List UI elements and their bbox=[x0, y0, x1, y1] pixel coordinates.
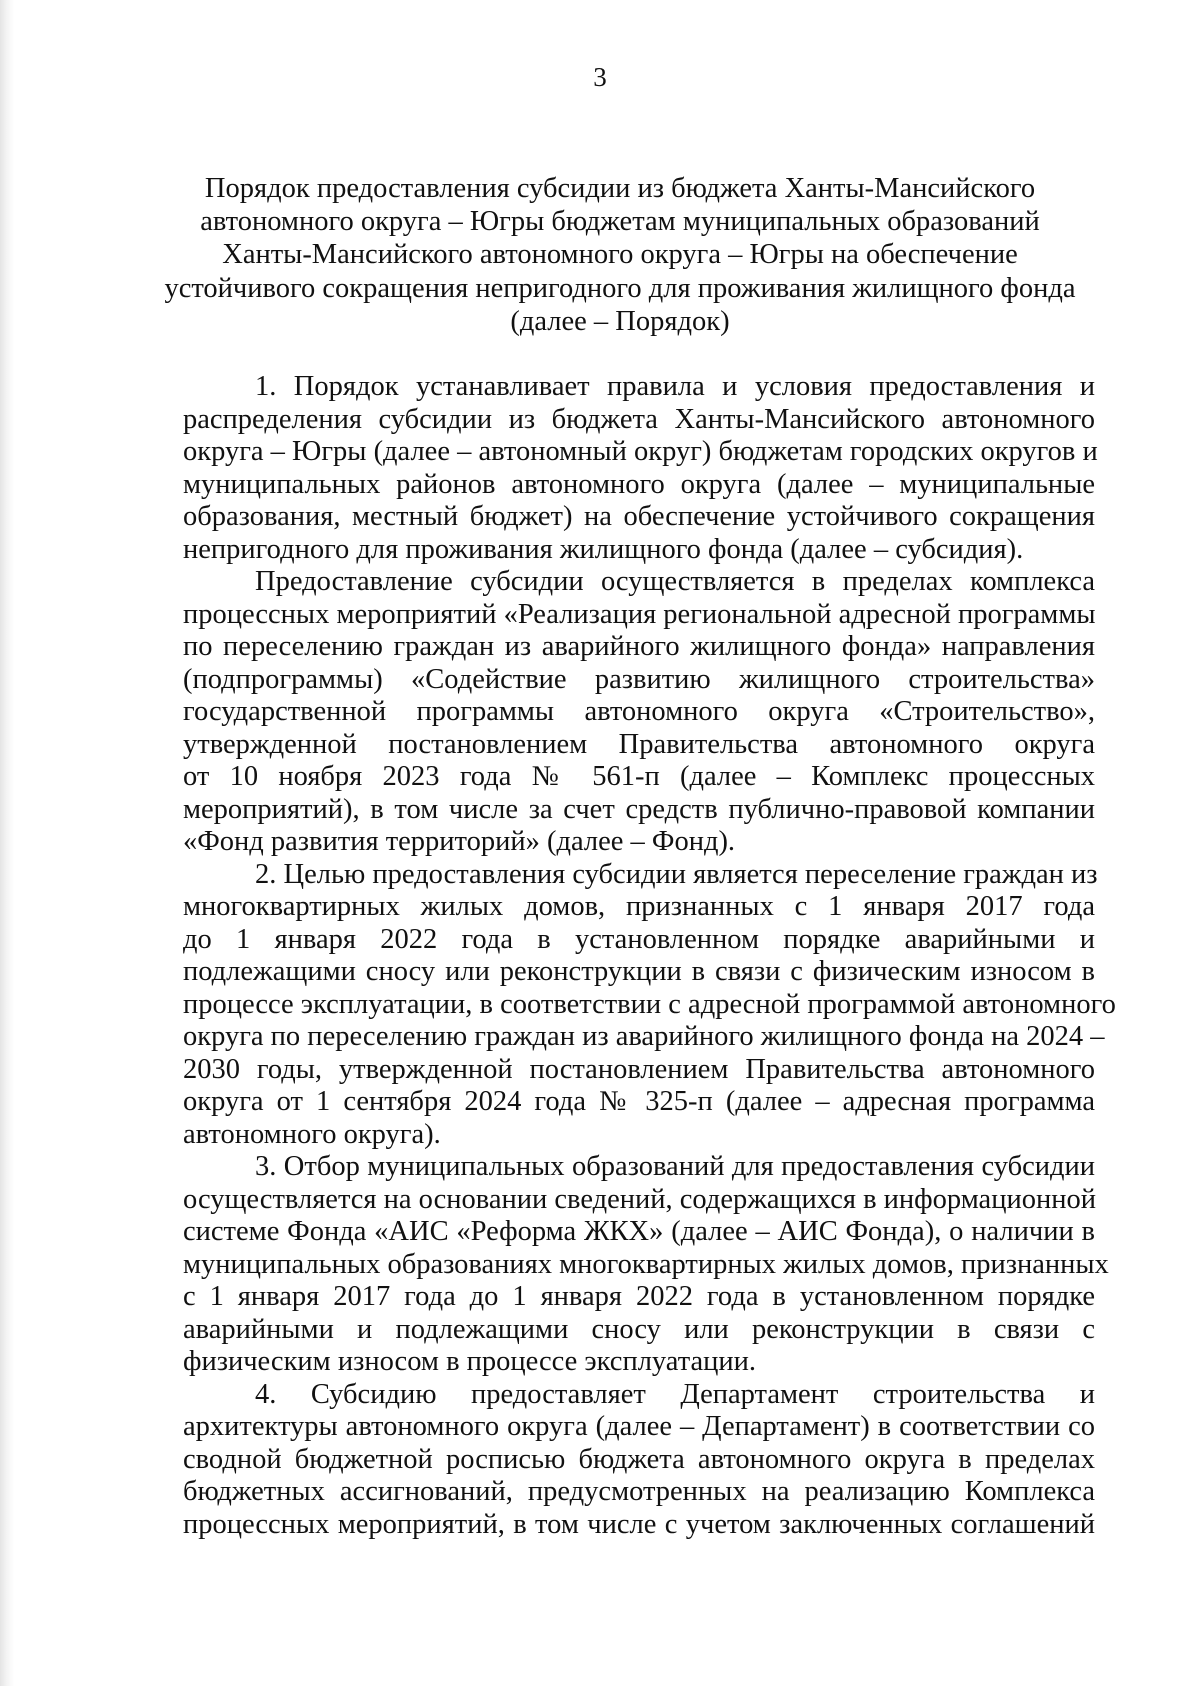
document-body bbox=[183, 371, 1116, 1541]
title-line: устойчивого сокращения непригодного для проживания жилищного фонда bbox=[164, 272, 1076, 304]
text-line: «Фонд развития территорий» (далее – Фонд). bbox=[183, 826, 736, 857]
text-line: архитектуры автономного округа (далее – Департамент) в соответствии со bbox=[183, 1411, 1095, 1442]
text-line: муниципальных образованиях многоквартирных жилых домов, признанных bbox=[183, 1248, 1109, 1280]
scan-edge bbox=[0, 0, 14, 1686]
text-line: от 10 ноября 2023 года № 561-п (далее – Комплекс процессных bbox=[183, 761, 1095, 792]
text-line: округа по переселению граждан из аварийного жилищного фонда на 2024 – bbox=[183, 1021, 1105, 1052]
text-line: 2. Целью предоставления субсидии является переселение граждан из bbox=[255, 858, 1098, 890]
paragraph-5 bbox=[183, 1379, 1095, 1542]
title-line: Порядок предоставления субсидии из бюджета Ханты-Мансийского bbox=[204, 173, 1036, 204]
page-number: 3 bbox=[593, 62, 607, 92]
text-line: аварийными и подлежащими сносу или реконструкции в связи с bbox=[183, 1313, 1095, 1345]
text-line: мероприятий), в том числе за счет средств публично-правовой компании bbox=[183, 793, 1095, 825]
text-line: по переселению граждан из аварийного жилищного фонда» направления bbox=[183, 631, 1095, 662]
text-line: округа – Югры (далее – автономный округ) бюджетам городских округов и bbox=[183, 436, 1098, 467]
text-line: муниципальных районов автономного округа (далее – муниципальные bbox=[183, 468, 1095, 500]
text-line: до 1 января 2022 года в установленном порядке аварийными и bbox=[183, 923, 1095, 955]
text-line: процессных мероприятий, в том числе с учетом заключенных соглашений bbox=[183, 1508, 1095, 1540]
title-line: (далее – Порядок) bbox=[510, 305, 730, 337]
text-line: 3. Отбор муниципальных образований для предоставления субсидии bbox=[255, 1151, 1095, 1182]
text-line: 4. Субсидию предоставляет Департамент строительства и bbox=[255, 1378, 1095, 1410]
text-line: с 1 января 2017 года до 1 января 2022 года в установленном порядке bbox=[183, 1281, 1095, 1312]
title-line: Ханты-Мансийского автономного округа – Югры на обеспечение bbox=[222, 239, 1018, 271]
text-line: многоквартирных жилых домов, признанных с 1 января 2017 года bbox=[183, 891, 1095, 922]
paragraph-1 bbox=[183, 371, 1098, 566]
text-line: процессе эксплуатации, в соответствии с адресной программой автономного bbox=[183, 988, 1116, 1020]
text-line: 1. Порядок устанавливает правила и условия предоставления и bbox=[255, 371, 1095, 402]
title-line: автономного округа – Югры бюджетам муниципальных образований bbox=[200, 206, 1040, 238]
text-line: (подпрограммы) «Содействие развитию жилищного строительства» bbox=[183, 663, 1095, 695]
text-line: образования, местный бюджет) на обеспечение устойчивого сокращения bbox=[183, 501, 1095, 532]
paragraph-2 bbox=[183, 566, 1095, 859]
text-line: Предоставление субсидии осуществляется в пределах комплекса bbox=[255, 566, 1095, 597]
text-line: непригодного для проживания жилищного фонда (далее – субсидия). bbox=[183, 533, 1024, 565]
text-line: автономного округа). bbox=[183, 1118, 441, 1150]
text-line: сводной бюджетной росписью бюджета автономного округа в пределах bbox=[183, 1443, 1095, 1475]
text-line: системе Фонда «АИС «Реформа ЖКХ» (далее – АИС Фонда), о наличии в bbox=[183, 1216, 1095, 1247]
text-line: 2030 годы, утвержденной постановлением Правительства автономного bbox=[183, 1053, 1095, 1085]
paragraph-3 bbox=[183, 858, 1116, 1152]
text-line: подлежащими сносу или реконструкции в связи с физическим износом в bbox=[183, 956, 1095, 987]
text-line: осуществляется на основании сведений, содержащихся в информационной bbox=[183, 1183, 1096, 1215]
text-line: округа от 1 сентября 2024 года № 325-п (далее – адресная программа bbox=[183, 1086, 1095, 1117]
text-line: государственной программы автономного округа «Строительство», bbox=[183, 696, 1095, 727]
document-title bbox=[160, 172, 1080, 338]
text-line: процессных мероприятий «Реализация региональной адресной программы bbox=[183, 598, 1096, 630]
text-line: физическим износом в процессе эксплуатации. bbox=[183, 1346, 757, 1377]
text-line: утвержденной постановлением Правительства автономного округа bbox=[183, 728, 1095, 760]
text-line: распределения субсидии из бюджета Ханты-Мансийского автономного bbox=[183, 403, 1095, 435]
text-line: бюджетных ассигнований, предусмотренных на реализацию Комплекса bbox=[183, 1476, 1095, 1507]
paragraph-4 bbox=[183, 1151, 1109, 1379]
